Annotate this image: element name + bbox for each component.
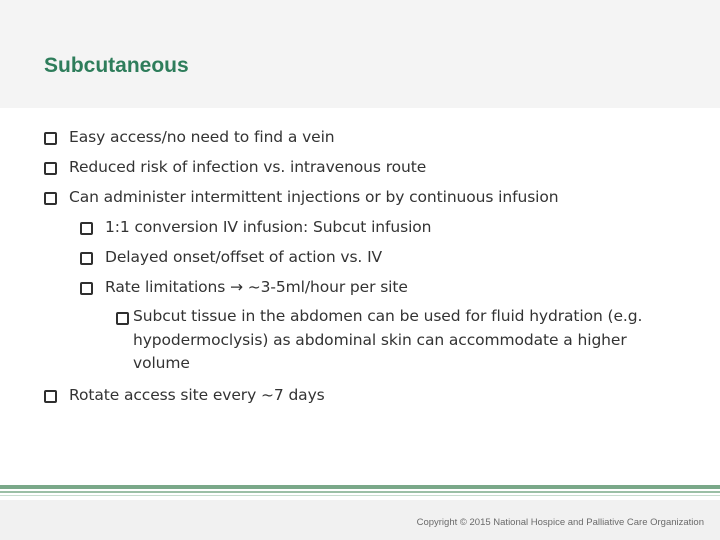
bullet-text: Rotate access site every ~7 days bbox=[69, 386, 325, 404]
bullet-text: Easy access/no need to find a vein bbox=[69, 128, 335, 146]
sub-bullet-item bbox=[80, 278, 680, 299]
copyright-text: Copyright © 2015 National Hospice and Palliative Care Organization bbox=[416, 517, 704, 528]
checkbox-bullet-icon bbox=[80, 252, 93, 265]
bullet-item bbox=[44, 188, 694, 209]
checkbox-bullet-icon bbox=[44, 132, 57, 145]
sub-bullet-item bbox=[80, 218, 680, 239]
bullet-text: Reduced risk of infection vs. intravenous route bbox=[69, 158, 427, 176]
bullet-item bbox=[44, 386, 694, 407]
bullet-text: Rate limitations → ~3-5ml/hour per site bbox=[105, 278, 408, 296]
divider-line bbox=[0, 485, 720, 489]
bullet-text: Delayed onset/offset of action vs. IV bbox=[105, 248, 383, 266]
checkbox-bullet-icon bbox=[80, 222, 93, 235]
sub-bullet-item bbox=[80, 248, 680, 269]
sub-sub-bullet-item bbox=[116, 308, 686, 376]
slide-title: Subcutaneous bbox=[44, 54, 189, 77]
checkbox-bullet-icon bbox=[44, 192, 57, 205]
bullet-text: 1:1 conversion IV infusion: Subcut infusion bbox=[105, 218, 432, 236]
checkbox-bullet-icon bbox=[44, 162, 57, 175]
bullet-item bbox=[44, 158, 694, 179]
checkbox-bullet-icon bbox=[116, 312, 129, 325]
bullet-text: Can administer intermittent injections or by continuous infusion bbox=[69, 188, 559, 206]
checkbox-bullet-icon bbox=[80, 282, 93, 295]
bullet-item bbox=[44, 128, 694, 149]
bullet-text: Subcut tissue in the abdomen can be used for fluid hydration (e.g. hypodermoclysis) as abdominal skin can accommodate a higher volume bbox=[133, 307, 643, 372]
checkbox-bullet-icon bbox=[44, 390, 57, 403]
divider-line bbox=[0, 491, 720, 493]
divider-line bbox=[0, 495, 720, 496]
